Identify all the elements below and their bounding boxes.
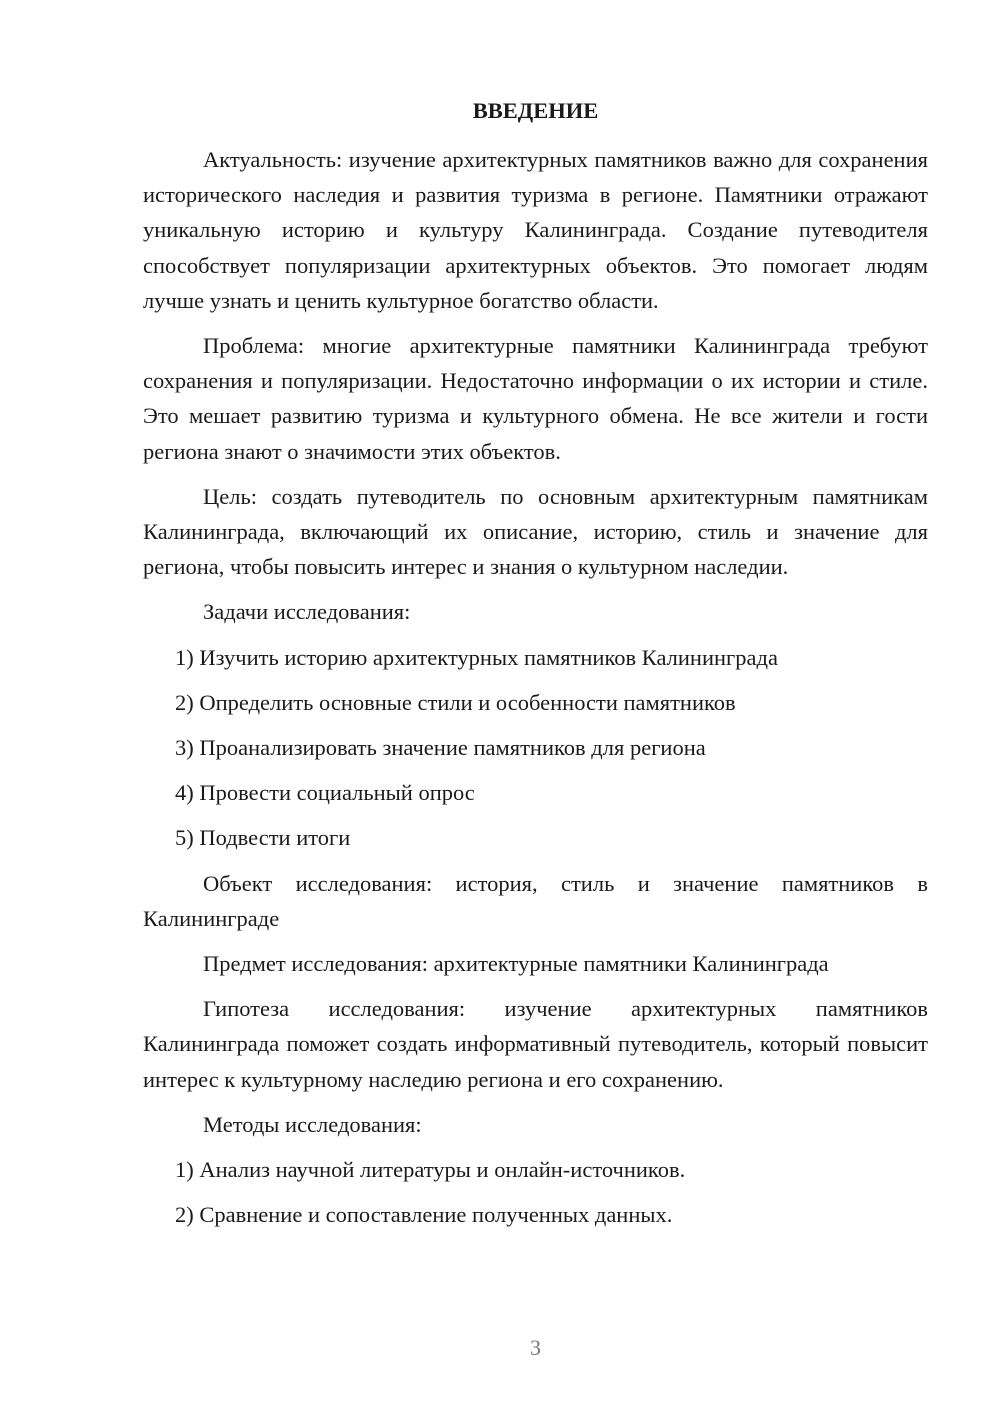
document-body: [143, 142, 928, 1242]
tasks-heading: Задачи исследования:: [203, 599, 411, 625]
relevance-paragraph: Актуальность: изучение архитектурных памятников важно для сохранения исторического наследия и развития туризма в регионе. Памятники отражают уникальную историю и культуру Калининграда. Создание путеводителя способствует популяризации архитектурных объектов. Это помогает людям лучше узнать и ценить культурное богатство области.: [143, 147, 928, 313]
task-item: 5) Подвести итоги: [175, 825, 351, 851]
page-number: 3: [530, 1335, 541, 1360]
task-item: 1) Изучить историю архитектурных памятников Калининграда: [175, 644, 778, 670]
methods-heading: Методы исследования:: [203, 1111, 422, 1137]
method-item: 1) Анализ научной литературы и онлайн-источников.: [175, 1157, 686, 1183]
task-item: 4) Провести социальный опрос: [175, 780, 475, 806]
goal-paragraph: Цель: создать путеводитель по основным архитектурным памятникам Калининграда, включающий их описание, историю, стиль и значение для региона, чтобы повысить интерес и знания о культурном наследии.: [143, 483, 928, 580]
subject-paragraph: Предмет исследования: архитектурные памятники Калининграда: [203, 951, 829, 977]
hypothesis-paragraph: Гипотеза исследования: изучение архитектурных памятников Калининграда поможет создать информативный путеводитель, который повысит интерес к культурному наследию региона и его сохранению.: [143, 996, 928, 1092]
task-item: 3) Проанализировать значение памятников для региона: [175, 735, 706, 761]
problem-paragraph: Проблема: многие архитектурные памятники Калининграда требуют сохранения и популяризации. Недостаточно информации о их истории и стиле. Это мешает развитию туризма и культурного обмена. Не все жители и гости региона знают о значимости этих объектов.: [143, 333, 928, 464]
document-page: [143, 0, 928, 1414]
object-paragraph: Объект исследования: история, стиль и значение памятников в Калининграде: [143, 870, 928, 931]
page-title: ВВЕДЕНИЕ: [472, 98, 599, 123]
task-item: 2) Определить основные стили и особенности памятников: [175, 689, 736, 715]
method-item: 2) Сравнение и сопоставление полученных данных.: [175, 1202, 673, 1228]
